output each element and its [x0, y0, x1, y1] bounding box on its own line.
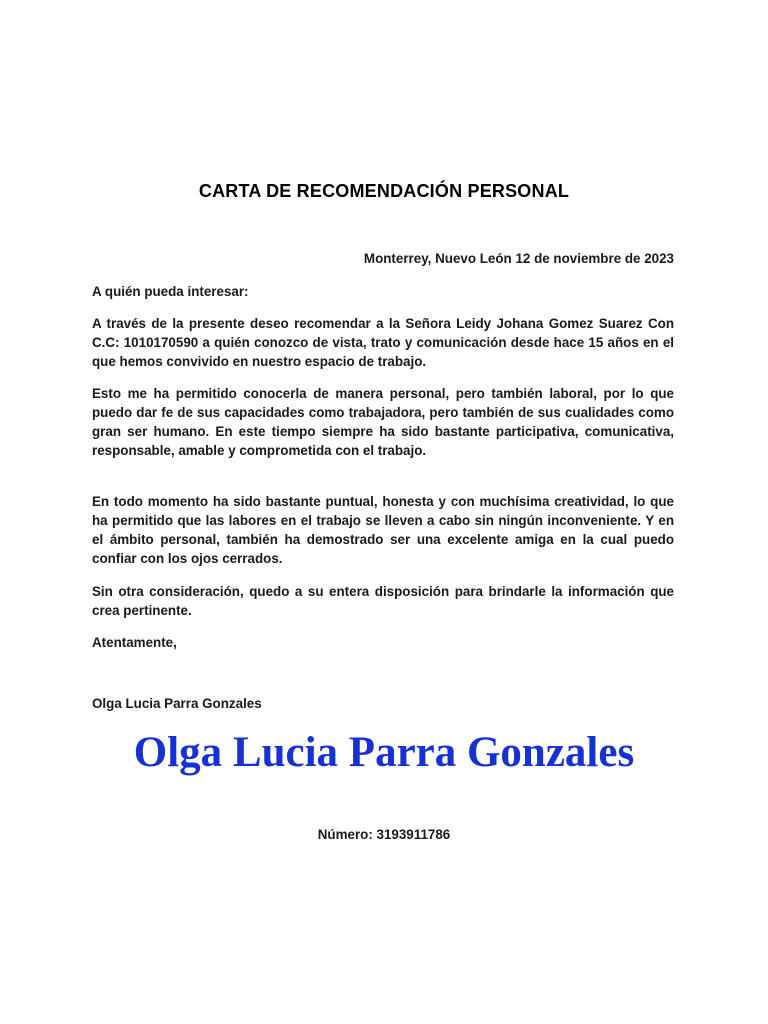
letter-place-date: Monterrey, Nuevo León 12 de noviembre de 2023 — [363, 251, 674, 266]
handwritten-signature: Olga Lucia Parra Gonzales — [133, 729, 635, 776]
signer-name: Olga Lucia Parra Gonzales — [92, 696, 262, 711]
letter-closing: Atentamente, — [92, 635, 177, 650]
contact-number: Número: 3193911786 — [317, 827, 451, 842]
letter-title: CARTA DE RECOMENDACIÓN PERSONAL — [198, 181, 570, 201]
letter-salutation: A quién pueda interesar: — [92, 284, 249, 299]
letter-paragraph-1: A través de la presente deseo recomendar a la Señora Leidy Johana Gomez Suarez Con C.C: 1010170590 a quién conozco de vista, trato y comunicación desde hace 15 años en el que hemos convivido en nuestro espacio de trabajo. — [92, 316, 674, 369]
letter-paragraph-4: Sin otra consideración, quedo a su entera disposición para brindarle la información que crea pertinente. — [92, 584, 674, 618]
letter-paragraph-2: Esto me ha permitido conocerla de manera personal, pero también laboral, por lo que puedo dar fe de sus capacidades como trabajadora, pero también de sus cualidades como gran ser humano. En este tiempo siempre ha sido bastante participativa, comunicativa, responsable, amable y comprometida con el trabajo. — [92, 386, 674, 458]
letter-paragraph-3: En todo momento ha sido bastante puntual, honesta y con muchísima creatividad, lo que ha permitido que las labores en el trabajo se lleven a cabo sin ningún inconveniente. Y en el ámbito personal, también ha demostrado ser una excelente amiga en la cual puedo confiar con los ojos cerrados. — [92, 494, 674, 566]
